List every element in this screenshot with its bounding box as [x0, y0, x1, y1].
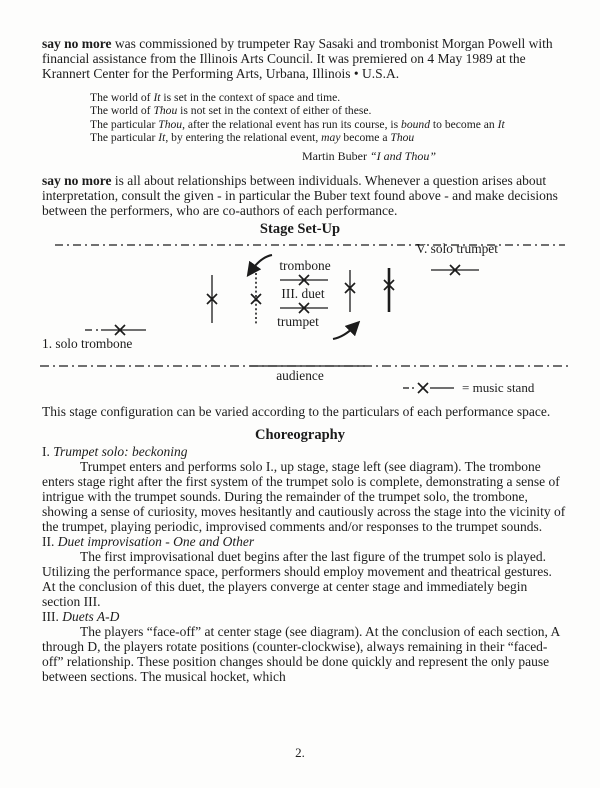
music-stand-icon: [279, 273, 329, 287]
section-title-2: II. Duet improvisation - One and Other: [42, 534, 255, 550]
section-body-1: Trumpet enters and performs solo I., up stage, stage left (see diagram). The trombone enters stage right after the first system of the trumpet solo is complete, demonstrating a sense of intrigue with the trumpet sounds. During the remainder of the trumpet solo, the trombone, showing a sense of curiosity, moves hesitantly and cautiously across the stage into the vicinity of the trumpet, playing periodic, improvised comments and/or responses to the trumpet sounds.: [42, 459, 566, 535]
duet-label: III. duet: [281, 286, 325, 302]
audience-label: audience: [276, 368, 324, 384]
stage-setup-heading: Stage Set-Up: [259, 221, 341, 238]
music-stand-icon: [382, 267, 396, 313]
solo-trumpet-label: V. solo trumpet: [416, 241, 498, 257]
trumpet-label: trumpet: [277, 314, 319, 330]
music-stand-icon: [343, 269, 357, 313]
solo-trombone-label: 1. solo trombone: [42, 336, 133, 352]
section-body-3: The players “face-off” at center stage (see diagram). At the conclusion of each section, A through D, the players rotate positions (counter-clockwise), always remaining in their “faced-off” relationship. These position changes should be done quickly and represent the only pause between sections. The musical hocket, which: [42, 624, 560, 685]
buber-quote: [90, 91, 566, 163]
legend-text: = music stand: [462, 380, 535, 396]
legend-stand-icon: [403, 381, 455, 395]
stage-diagram: [0, 238, 600, 398]
music-stand-icon: [279, 301, 329, 315]
quote-line: The world of It is set in the context of space and time.: [90, 91, 341, 104]
relationships-paragraph: say no more is all about relationships between individuals. Whenever a question arises about interpretation, consult the given - in particular the Buber text found above - and make decisions between the performers, who are co-authors of each performance.: [42, 173, 558, 219]
quote-line: The particular It, by entering the relational event, may become a Thou: [90, 131, 415, 145]
section-body-2: The first improvisational duet begins after the last figure of the trumpet solo is played. Utilizing the performance space, performers should employ movement and theatrical gestures. At the conclusion of this duet, the players converge at center stage and immediately begin section III.: [42, 549, 552, 610]
section-title-3: III. Duets A-D: [42, 609, 120, 625]
music-stand-icon: [430, 263, 480, 277]
choreography-heading: Choreography: [255, 427, 345, 444]
music-stand-legend: [403, 380, 534, 396]
music-stand-icon: [249, 272, 263, 326]
stage-caption: This stage configuration can be varied according to the particulars of each performance space.: [42, 404, 551, 420]
section-title-1: I. Trumpet solo: beckoning: [42, 444, 188, 460]
intro-paragraph: say no more was commissioned by trumpeter Ray Sasaki and trombonist Morgan Powell with financial assistance from the Illinois Arts Council. It was premiered on 4 May 1989 at the Krannert Center for the Performing Arts, Urbana, Illinois • U.S.A.: [42, 36, 553, 81]
trombone-label: trombone: [279, 258, 331, 274]
page-number: 2.: [295, 745, 305, 760]
quote-line: The world of Thou is not set in the context of either of these.: [90, 104, 372, 118]
trumpet-enter-arrow-icon: [330, 319, 362, 343]
quote-line: The particular Thou, after the relational event has run its course, is bound to become an It: [90, 117, 505, 131]
music-stand-icon: [85, 323, 147, 337]
music-stand-icon: [205, 274, 219, 324]
quote-attribution: Martin Buber “I and Thou”: [302, 148, 437, 163]
